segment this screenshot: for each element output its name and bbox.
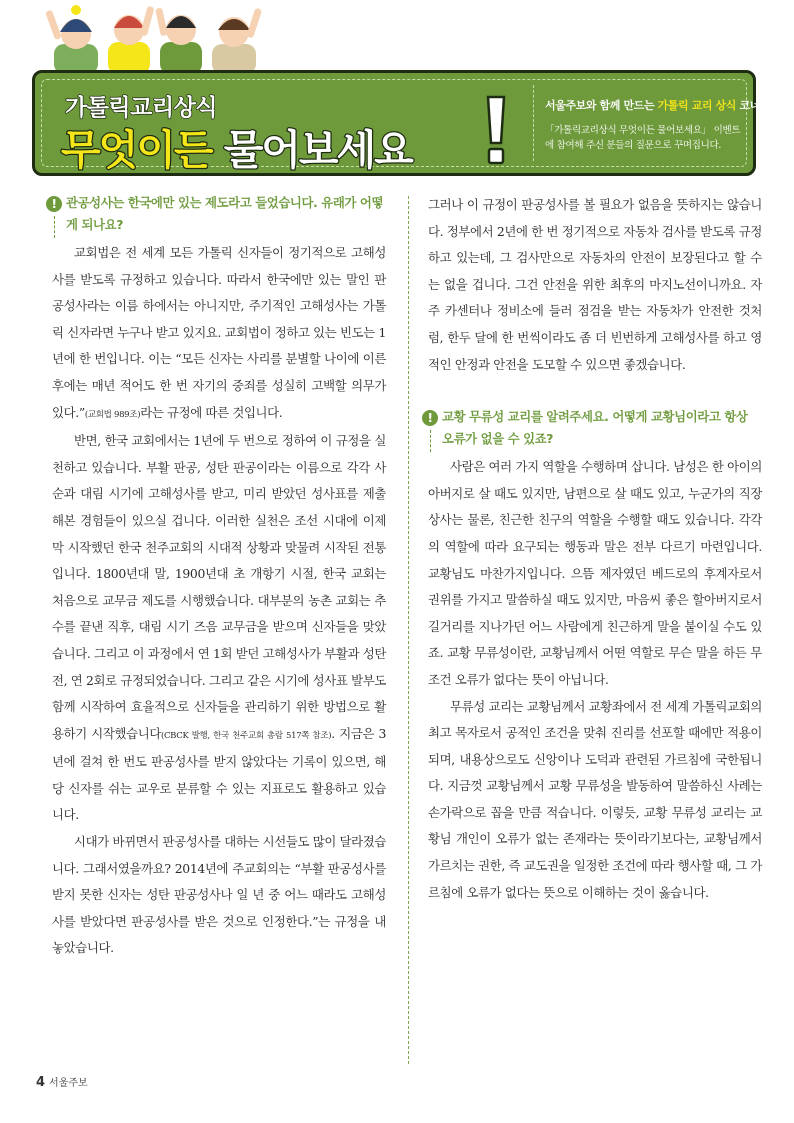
header-subtitle: 서울주보와 함께 만드는 가톨릭 교리 상식 코너 bbox=[545, 99, 760, 112]
header-banner bbox=[32, 70, 760, 176]
character-1 bbox=[46, 5, 98, 72]
character-2 bbox=[108, 4, 154, 72]
answer-2-paragraph-2: 무류성 교리는 교황님께서 교황좌에서 전 세계 가톨릭교회의 최고 목자로서 공적인 조건을 맞춰 진리를 선포할 때에만 적용이 되며, 내용상으로도 신앙이나 도덕과 관련된 가르침에 국한됩니다. 지금껏 교황님께서 교황 무류성을 발동하여 말씀하신 사례는 손가락으로 꼽을 만큼 적습니다. 이렇듯, 교황 무류성 교리는 교황님 개인이 오류가 없는 존재라는 뜻이라기보다는, 교황님께서 가르치는 권한, 즉 교도권을 일정한 조건에 따라 행사할 때, 그 가르침에 오류가 없다는 뜻으로 이해하는 것이 옳습니다. bbox=[428, 698, 763, 900]
series-title: 가톨릭교리상식 bbox=[65, 95, 218, 121]
answer-1-paragraph-3: 시대가 바뀌면서 판공성사를 대하는 시선들도 많이 달라졌습니다. 그래서였을까요? 2014년에 주교회의는 “부활 판공성사를 받지 못한 신자는 성탄 판공성사나 일 년 중 어느 때라도 고해성사를 받았다면 판공성사를 받은 것으로 인정한다.”는 규정을 내놓았습니다. bbox=[52, 834, 387, 956]
headline-part-b: 물어보세요 bbox=[223, 126, 412, 174]
page-footer bbox=[36, 1074, 88, 1090]
publication-name: 서울주보 bbox=[49, 1078, 88, 1089]
answer-2-paragraph-1: 사람은 여러 가지 역할을 수행하며 삽니다. 남성은 한 아이의 아버지로 살 때도 있지만, 남편으로 살 때도 있고, 누군가의 직장 상사는 물론, 친근한 친구의 역할을 수행할 때도 있습니다. 각각의 역할에 따라 요구되는 행동과 말은 전부 다르기 마련입니다. 교황님도 마찬가지입니다. 으뜸 제자였던 베드로의 후계자로서 권위를 가지고 말씀하실 때도 있지만, 마음씨 좋은 할아버지로서 길거리를 지나가던 어느 사람에게 친근하게 말을 붙이실 수도 있죠. 교황 무류성이란, 교황님께서 어떤 역할로 무슨 말을 하든 무조건 오류가 없다는 뜻이 아닙니다. bbox=[428, 459, 762, 687]
header-divider bbox=[533, 85, 534, 161]
character-4 bbox=[212, 8, 262, 72]
headline-part-a: 무엇이든 bbox=[61, 126, 212, 174]
exclamation-circle-icon: ! bbox=[46, 196, 62, 212]
page-number: 4 bbox=[36, 1075, 46, 1090]
answer-1-paragraph-1: 교회법은 전 세계 모든 가톨릭 신자들이 정기적으로 고해성사를 받도록 규정하고 있습니다. 따라서 한국에만 있는 말인 판공성사라는 이름 하에서는 아니지만, 주기적인 고해성사는 가톨릭 신자라면 누구나 받고 있지요. 교회법이 정하고 있는 빈도는 1년에 한 번입니다. 이는 “모든 신자는 사리를 분별할 나이에 이른 후에는 매년 적어도 한 번 자기의 중죄를 성실히 고백할 의무가 있다.”(교회법 989조)라는 규정에 따른 것입니다. bbox=[52, 245, 386, 420]
question-2 bbox=[428, 406, 762, 450]
question-rule bbox=[54, 216, 55, 238]
question-2-text: 교황 무류성 교리를 알려주세요. 어떻게 교황님이라고 항상 오류가 없을 수 있죠? bbox=[442, 409, 748, 447]
character-3 bbox=[155, 7, 202, 72]
question-1 bbox=[52, 192, 386, 236]
exclamation-circle-icon: ! bbox=[422, 410, 438, 426]
column-divider bbox=[408, 196, 409, 1064]
answer-1-paragraph-2: 반면, 한국 교회에서는 1년에 두 번으로 정하여 이 규정을 실천하고 있습니다. 부활 판공, 성탄 판공이라는 이름으로 각각 사순과 대림 시기에 고해성사를 받고, 미리 받았던 성사표를 제출해본 경험들이 있으실 겁니다. 이러한 실천은 조선 시대에 이제 막 시작했던 한국 천주교회의 시대적 상황과 맞물려 시작된 전통입니다. 1800년대 말, 1900년대 초 개항기 시절, 한국 교회는 처음으로 교무금 제도를 시행했습니다. 대부분의 농촌 교회는 추수를 끝낸 직후, 대림 시기 즈음 교무금을 받으며 신자들을 맞았습니다. 그리고 이 과정에서 연 1회 받던 고해성사가 부활과 성탄 전, 연 2회로 규정되었습니다. 그리고 같은 시기에 성사표 발부도 함께 시작하여 효율적으로 신자들을 관리하기 위한 방법으로 활용하기 시작했습니다(CBCK 발행, 한국 천주교회 총람 517쪽 참조). 지금은 3년에 걸쳐 한 번도 판공성사를 받지 않았다는 기록이 있으면, 해당 신자를 쉬는 교우로 분류할 수 있는 지표로도 활용하고 있습니다. bbox=[52, 433, 386, 823]
header-note: 「가톨릭교리상식 무엇이든 물어보세요」 이벤트에 참여해 주신 분들의 질문으로 꾸며집니다. bbox=[545, 125, 741, 151]
answer-1-paragraph-4: 그러나 이 규정이 판공성사를 볼 필요가 없음을 뜻하지는 않습니다. 정부에서 2년에 한 번 정기적으로 자동차 검사를 받도록 규정하고 있는데, 그 검사만으로 자동차의 안전이 보장된다고 할 수는 없을 겁니다. 그건 안전을 위한 최후의 마지노선이니까요. 자주 카센터나 정비소에 들러 점검을 받는 자동차가 안전한 것처럼, 한두 달에 한 번씩이라도 좀 더 빈번하게 고해성사를 하고 영적인 안정과 안전을 도모할 수 있으면 좋겠습니다. bbox=[428, 197, 762, 372]
headline bbox=[61, 117, 412, 176]
exclamation-icon bbox=[485, 95, 507, 165]
column-left bbox=[52, 192, 386, 962]
question-1-text: 관공성사는 한국에만 있는 제도라고 들었습니다. 유래가 어떻게 되나요? bbox=[66, 195, 384, 232]
header-description bbox=[545, 97, 760, 153]
question-rule bbox=[430, 430, 431, 452]
characters-illustration bbox=[46, 0, 286, 72]
column-right bbox=[428, 192, 762, 906]
